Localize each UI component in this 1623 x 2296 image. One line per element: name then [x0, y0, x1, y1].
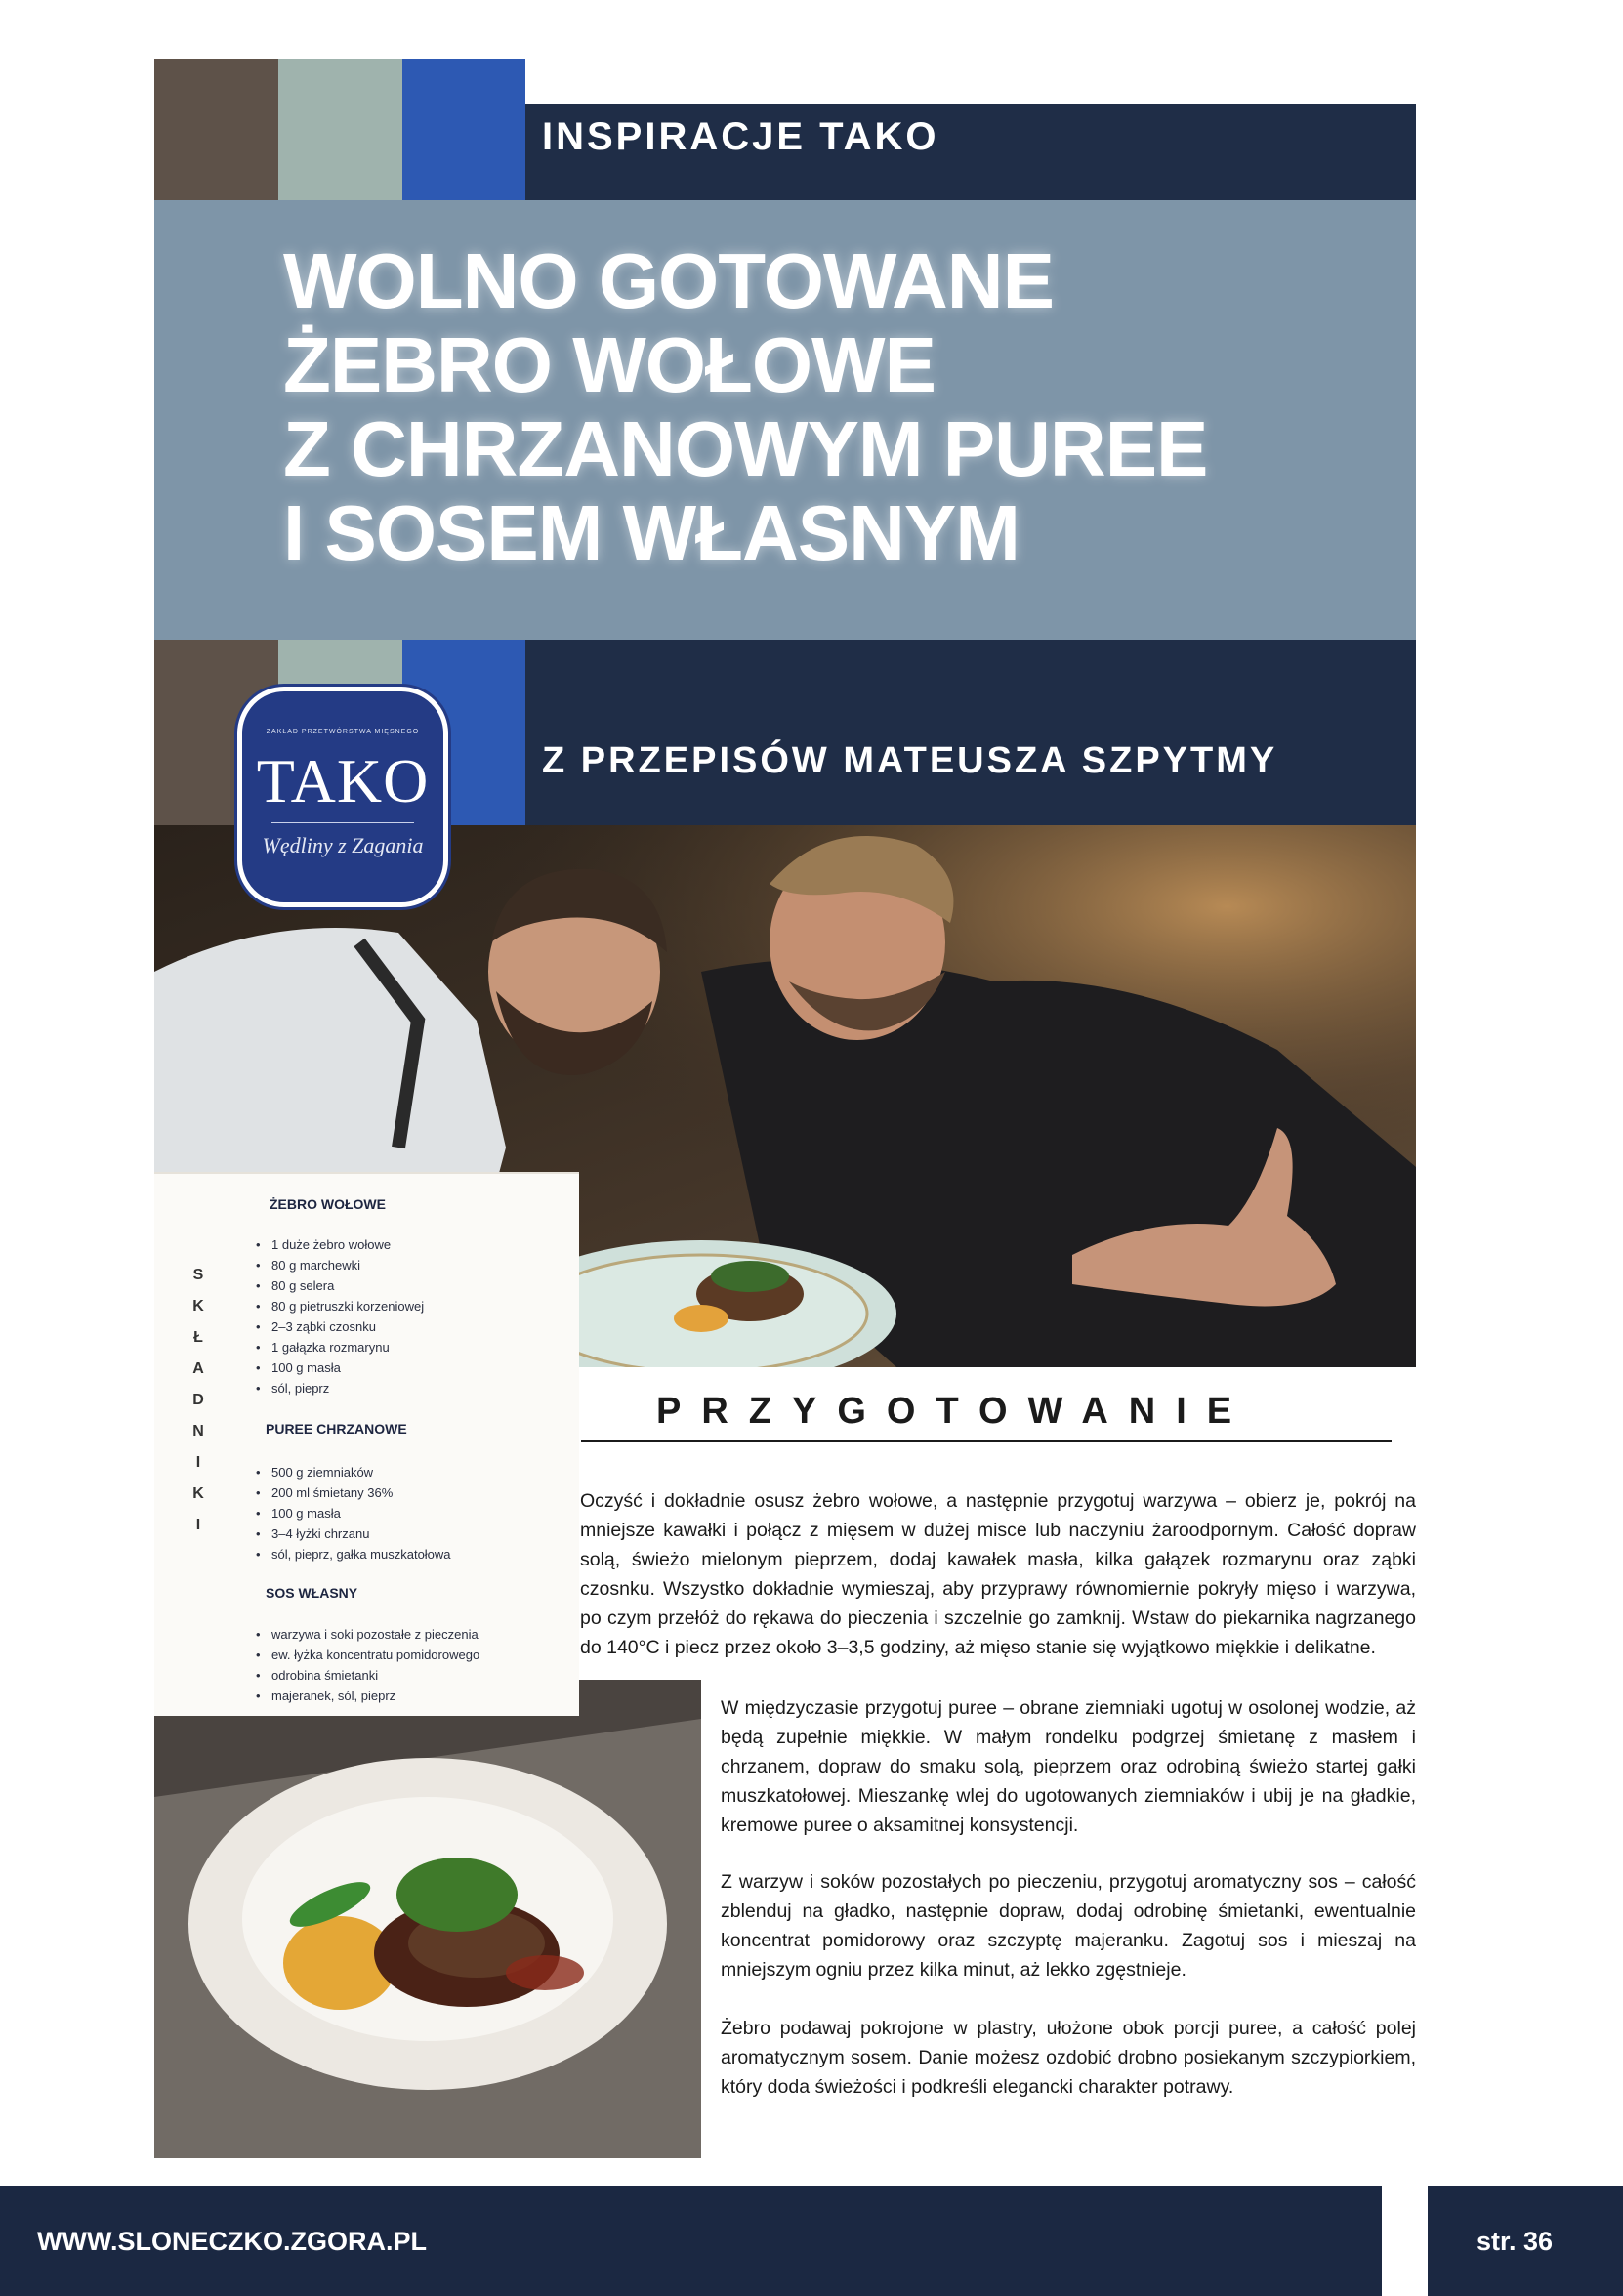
list-item: • 80 g marchewki	[256, 1255, 568, 1275]
list-item: • majeranek, sól, pieprz	[256, 1686, 578, 1706]
list-item: • 200 ml śmietany 36%	[256, 1482, 568, 1503]
title-line: Z CHRZANOWYM PUREE	[283, 405, 1208, 492]
preparation-paragraph: Z warzyw i soków pozostałych po pieczeniu, przygotuj aromatyczny sos – całość zblenduj na gładko, następnie dopraw, dodaj odrobinę śmietanki, ewentualnie koncentrat pomidorowy oraz szczyptę majeranku. Zagotuj sos i mieszaj na mniejszym ogniu przez kilka minut, aż lekko zgęstnieje.	[721, 1871, 1416, 1981]
section-label: INSPIRACJE TAKO	[542, 115, 939, 158]
title-line: I SOSEM WŁASNYM	[283, 489, 1020, 576]
dish-photo-illustration	[154, 1680, 701, 2158]
list-item: • sól, pieprz	[256, 1378, 568, 1398]
chef-subtitle: Z PRZEPISÓW MATEUSZA SZPYTMY	[542, 740, 1278, 781]
logo-divider	[271, 822, 414, 823]
ingredients-section-title: PUREE CHRZANOWE	[266, 1421, 407, 1437]
list-item: • 100 g masła	[256, 1357, 568, 1378]
list-item: • 3–4 łyżki chrzanu	[256, 1524, 568, 1544]
title-line: WOLNO GOTOWANE	[283, 237, 1054, 324]
logo-name: TAKO	[256, 746, 430, 815]
list-item: • warzywa i soki pozostałe z pieczenia	[256, 1624, 578, 1645]
preparation-paragraph: Oczyść i dokładnie osusz żebro wołowe, a następnie przygotuj warzywa – obierz je, pokrój na mniejsze kawałki i połącz z mięsem w dużej misce lub naczyniu żaroodpornym. Całość dopraw solą, świeżo mielonym pieprzem, dodaj kawałek masła, kilka gałązek rozmarynu oraz ząbki czosnku. Wszystko dokładnie wymieszaj, aby przyprawy równomiernie pokryły mięso i warzywa, po czym przełóż do rękawa do pieczenia i szczelnie go zamknij. Wstaw do piekarnika nagrzanego do 140°C i piecz przez około 3–3,5 godziny, aż mięso stanie się wyjątkowo miękkie i delikatne.	[580, 1490, 1416, 1658]
list-item: • 500 g ziemniaków	[256, 1462, 568, 1482]
preparation-paragraph: Żebro podawaj pokrojone w plastry, ułożone obok porcji puree, a całość polej aromatycznym sosem. Danie możesz ozdobić drobno posiekanym szczypiorkiem, który doda świeżości i podkreśli elegancki charakter potrawy.	[721, 2018, 1416, 2098]
ingredients-section-title: SOS WŁASNY	[266, 1585, 358, 1601]
tako-logo	[237, 687, 448, 907]
list-item: • 80 g selera	[256, 1275, 568, 1296]
list-item: • 80 g pietruszki korzeniowej	[256, 1296, 568, 1316]
footer-url-link[interactable]: WWW.SLONECZKO.ZGORA.PL	[37, 2227, 427, 2256]
subtitle-band	[525, 640, 1416, 825]
ingredients-list	[256, 1624, 578, 1706]
list-item: • odrobina śmietanki	[256, 1665, 578, 1686]
logo-tagline: ZAKŁAD PRZETWÓRSTWA MIĘSNEGO	[266, 729, 420, 735]
page-number: str. 36	[1477, 2227, 1554, 2256]
ingredients-list	[256, 1462, 568, 1565]
page-title	[283, 239, 1406, 575]
list-item: • 100 g masła	[256, 1503, 568, 1524]
logo-script: Wędliny z Zagania	[262, 833, 424, 857]
list-item: • 1 duże żebro wołowe	[256, 1234, 568, 1255]
list-item: • sól, pieprz, gałka muszkatołowa	[256, 1544, 568, 1565]
dish-photo	[154, 1680, 701, 2158]
list-item: • ew. łyżka koncentratu pomidorowego	[256, 1645, 578, 1665]
preparation-paragraph: W międzyczasie przygotuj puree – obrane ziemniaki ugotuj w osolonej wodzie, aż będą zupełnie miękkie. W małym rondelku podgrzej śmietanę z masłem i chrzanem, dopraw do smaku solą, pieprzem oraz odrobiną świeżo startej gałki muszkatołowej. Mieszankę wlej do ugotowanych ziemniaków i ubij je na gładkie, kremowe puree o aksamitnej konsystencji.	[721, 1697, 1416, 1836]
ingredients-list	[256, 1234, 568, 1398]
list-item: • 1 gałązka rozmarynu	[256, 1337, 568, 1357]
preparation-title: PRZYGOTOWANIE	[656, 1391, 1253, 1432]
preparation-divider	[581, 1440, 1392, 1442]
ingredients-section-title: ŻEBRO WOŁOWE	[270, 1196, 386, 1212]
list-item: • 2–3 ząbki czosnku	[256, 1316, 568, 1337]
title-line: ŻEBRO WOŁOWE	[283, 321, 936, 408]
ingredients-vertical-label: S K Ł A D N I K I	[192, 1267, 204, 1533]
